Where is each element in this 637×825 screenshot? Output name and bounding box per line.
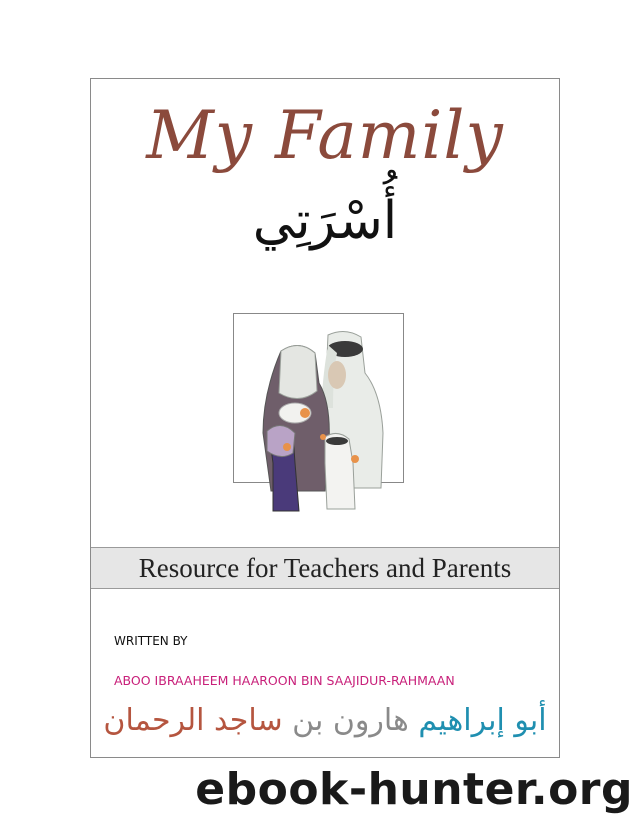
author-arabic-part2: هارون بن xyxy=(292,703,409,738)
arabic-title: أُسْرَتِي xyxy=(252,191,398,251)
written-by-label: WRITTEN BY xyxy=(114,634,188,648)
author-arabic-part3: ساجد الرحمان xyxy=(103,703,283,738)
author-name-latin: ABOO IBRAAHEEM HAAROON BIN SAAJIDUR-RAHMAAN xyxy=(114,673,455,688)
family-illustration xyxy=(233,313,408,515)
subtitle-band: Resource for Teachers and Parents xyxy=(91,547,559,589)
book-title: My Family xyxy=(146,97,504,174)
author-arabic-part1: أبو إبراهيم xyxy=(418,703,547,738)
book-cover xyxy=(90,78,560,758)
watermark-text: ebook-hunter.org xyxy=(195,764,633,815)
author-name-arabic xyxy=(91,703,559,738)
